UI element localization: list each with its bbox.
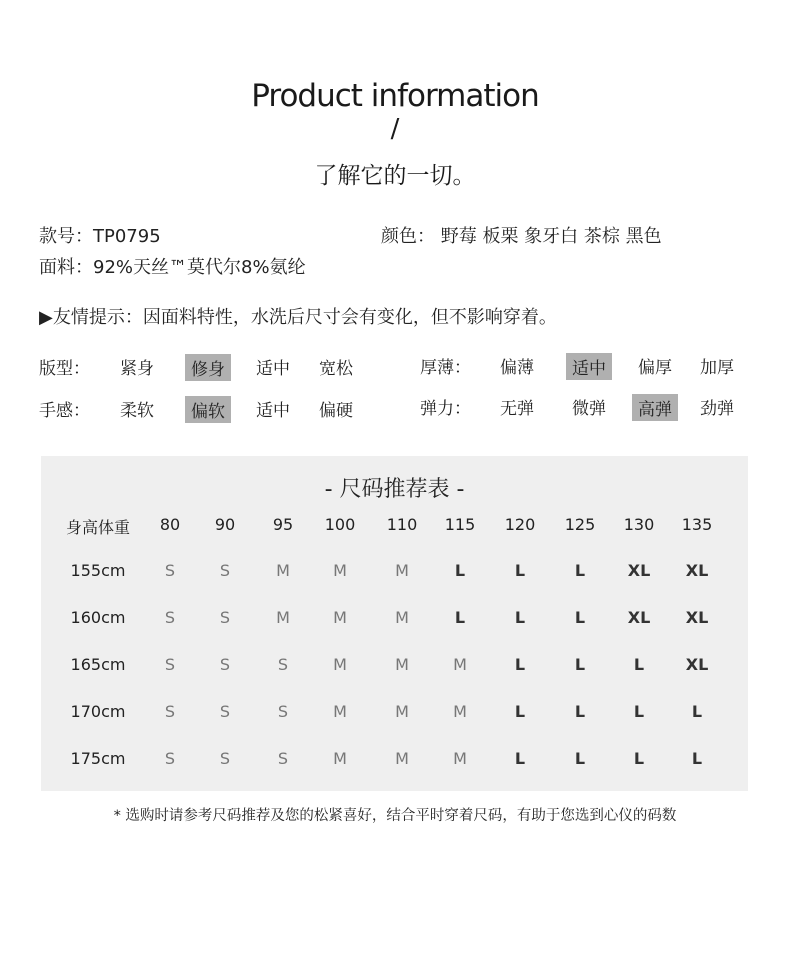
page-subtitle: 了解它的一切。	[314, 163, 476, 189]
size-cell: L	[691, 749, 703, 768]
elasticity-option: 微弹	[572, 399, 606, 419]
size-cell: M	[395, 749, 409, 768]
size-cell: M	[453, 655, 467, 674]
size-cell: L	[514, 655, 526, 674]
size-cell: M	[333, 561, 347, 580]
size-chart-corner-label: 身高体重	[65, 518, 131, 537]
care-tip: ▶友情提示：因面料特性，水洗后尺寸会有变化，但不影响穿着。	[39, 307, 557, 328]
fit-option: 紧身	[120, 359, 154, 379]
size-cell: L	[514, 561, 526, 580]
size-cell: M	[395, 608, 409, 627]
thickness-option: 加厚	[700, 358, 734, 378]
feel-label: 手感：	[39, 401, 90, 421]
size-cell: L	[514, 749, 526, 768]
thickness-option: 偏厚	[638, 358, 672, 378]
color-list: 颜色： 野莓 板栗 象牙白 茶棕 黑色	[381, 226, 662, 247]
size-footnote: * 选购时请参考尺码推荐及您的松紧喜好，结合平时穿着尺码，有助于您选到心仪的码数	[113, 808, 677, 824]
weight-column-header: 90	[214, 515, 236, 534]
weight-column-header: 80	[159, 515, 181, 534]
weight-column-header: 130	[623, 515, 655, 534]
size-cell: XL	[685, 608, 709, 627]
weight-column-header: 125	[564, 515, 596, 534]
size-cell: M	[276, 561, 290, 580]
size-cell: M	[333, 749, 347, 768]
weight-column-header: 95	[272, 515, 294, 534]
size-cell: S	[164, 608, 176, 627]
size-cell: S	[164, 561, 176, 580]
size-cell: S	[219, 608, 231, 627]
size-cell: S	[219, 702, 231, 721]
fit-option: 适中	[256, 359, 290, 379]
size-cell: M	[395, 702, 409, 721]
elasticity-option-selected: 高弹	[632, 394, 678, 421]
size-cell: S	[219, 655, 231, 674]
feel-option-selected: 偏软	[185, 396, 231, 423]
height-row-header: 160cm	[70, 608, 126, 627]
size-cell: S	[164, 655, 176, 674]
weight-column-header: 120	[504, 515, 536, 534]
size-cell: L	[574, 608, 586, 627]
title-divider: /	[390, 114, 400, 144]
height-row-header: 165cm	[70, 655, 126, 674]
size-cell: M	[333, 608, 347, 627]
height-row-header: 170cm	[70, 702, 126, 721]
size-cell: M	[395, 561, 409, 580]
size-cell: L	[691, 702, 703, 721]
weight-column-header: 135	[681, 515, 713, 534]
size-chart-title: - 尺码推荐表 -	[324, 477, 465, 502]
page-title: Product information	[251, 78, 539, 114]
weight-column-header: 115	[444, 515, 476, 534]
thickness-label: 厚薄：	[420, 358, 471, 378]
size-cell: L	[633, 702, 645, 721]
size-cell: XL	[685, 561, 709, 580]
fit-option: 宽松	[319, 359, 353, 379]
feel-option: 柔软	[120, 401, 154, 421]
size-cell: L	[574, 655, 586, 674]
size-cell: XL	[627, 561, 651, 580]
feel-option: 偏硬	[319, 401, 353, 421]
weight-column-header: 110	[386, 515, 418, 534]
size-cell: M	[453, 702, 467, 721]
thickness-option: 偏薄	[500, 358, 534, 378]
size-cell: M	[333, 655, 347, 674]
size-cell: L	[454, 561, 466, 580]
size-cell: L	[454, 608, 466, 627]
size-cell: M	[395, 655, 409, 674]
size-cell: L	[514, 608, 526, 627]
size-cell: XL	[627, 608, 651, 627]
size-cell: M	[453, 749, 467, 768]
height-row-header: 155cm	[70, 561, 126, 580]
size-cell: S	[219, 749, 231, 768]
size-cell: S	[164, 702, 176, 721]
fit-option-selected: 修身	[185, 354, 231, 381]
thickness-option-selected: 适中	[566, 353, 612, 380]
size-cell: S	[277, 749, 289, 768]
size-cell: S	[164, 749, 176, 768]
size-cell: XL	[685, 655, 709, 674]
size-cell: S	[219, 561, 231, 580]
elasticity-label: 弹力：	[420, 399, 471, 419]
size-cell: M	[333, 702, 347, 721]
elasticity-option: 无弹	[500, 399, 534, 419]
size-cell: M	[276, 608, 290, 627]
size-cell: L	[633, 655, 645, 674]
elasticity-option: 劲弹	[700, 399, 734, 419]
style-number: 款号：TP0795	[39, 226, 161, 247]
fit-label: 版型：	[39, 359, 90, 379]
size-cell: S	[277, 655, 289, 674]
size-cell: L	[574, 702, 586, 721]
size-cell: L	[574, 749, 586, 768]
fabric-composition: 面料：92%天丝™莫代尔8%氨纶	[39, 257, 306, 278]
size-cell: S	[277, 702, 289, 721]
size-cell: L	[574, 561, 586, 580]
size-cell: L	[514, 702, 526, 721]
weight-column-header: 100	[324, 515, 356, 534]
size-cell: L	[633, 749, 645, 768]
feel-option: 适中	[256, 401, 290, 421]
height-row-header: 175cm	[70, 749, 126, 768]
